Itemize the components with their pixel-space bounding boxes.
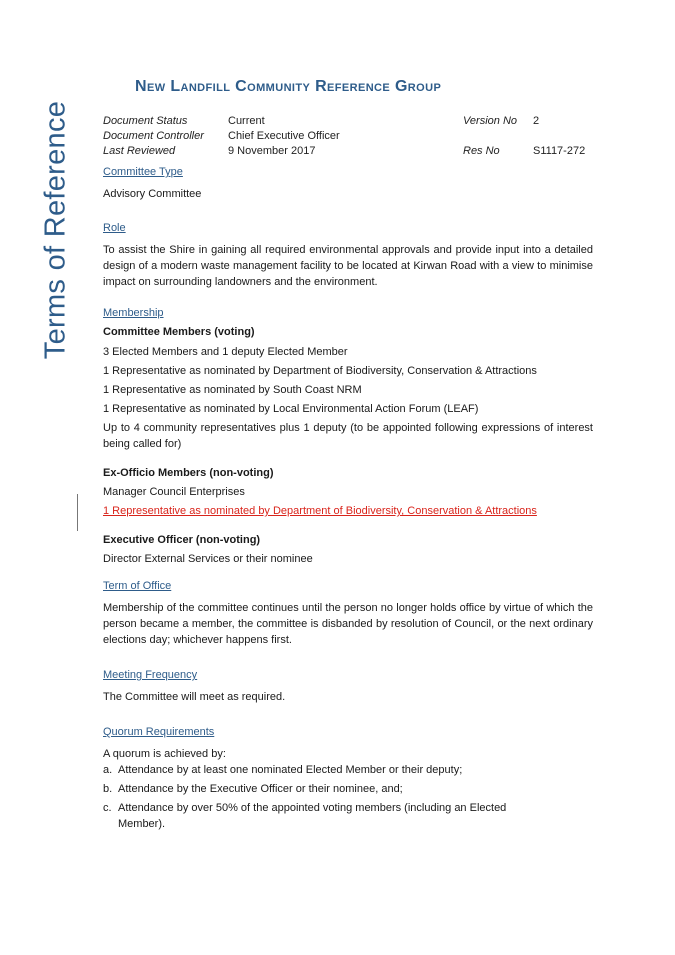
role-text: To assist the Shire in gaining all required environmental approvals and provide input into a detailed design of a modern waste management facility to be located at Kirwan Road with a view to minimise impact on surrounding landowners and the environment. (103, 244, 593, 288)
quorum-intro: A quorum is achieved by: (103, 748, 226, 760)
executive-officer-heading: Executive Officer (non-voting) (103, 534, 261, 546)
ex-officio-member-revision: 1 Representative as nominated by Department of Biodiversity, Conservation & Attractions (103, 505, 537, 517)
meta-value: 9 November 2017 (228, 145, 316, 157)
document-metadata (103, 114, 593, 159)
committee-type-heading: Committee Type (103, 166, 183, 178)
role-heading: Role (103, 222, 126, 234)
ex-officio-member: Manager Council Enterprises (103, 486, 245, 498)
committee-type-text: Advisory Committee (103, 188, 202, 200)
term-text: Membership of the committee continues until the person no longer holds office by virtue of which the person became a member, the committee is disbanded by resolution of Council, or the next ordinary elections day; whichever happens first. (103, 602, 593, 646)
meta-row (103, 114, 593, 129)
meeting-text: The Committee will meet as required. (103, 691, 286, 703)
list-item-label: a. (103, 764, 113, 776)
meta-label: Last Reviewed (103, 145, 176, 157)
list-item-label: b. (103, 783, 113, 795)
voting-member: 1 Representative as nominated by Department of Biodiversity, Conservation & Attractions (103, 365, 537, 377)
list-item-text: Attendance by the Executive Officer or their nominee, and; (118, 783, 403, 795)
voting-member: 1 Representative as nominated by South Coast NRM (103, 384, 362, 396)
voting-member: 3 Elected Members and 1 deputy Elected Member (103, 346, 348, 358)
side-title: Terms of Reference (39, 100, 72, 360)
quorum-heading: Quorum Requirements (103, 726, 215, 738)
executive-officer-text: Director External Services or their nominee (103, 553, 313, 565)
meta-value: 2 (533, 115, 540, 127)
change-bar (77, 494, 78, 531)
membership-heading: Membership (103, 307, 164, 319)
meta-label: Version No (463, 115, 518, 127)
meta-value: Chief Executive Officer (228, 130, 340, 142)
list-item-label: c. (103, 802, 112, 814)
voting-member: Up to 4 community representatives plus 1 deputy (to be appointed following expressions of interest being called for) (103, 422, 593, 450)
quorum-list (103, 762, 593, 832)
meta-value: S1117-272 (533, 145, 586, 157)
meta-label: Res No (463, 145, 500, 157)
term-heading: Term of Office (103, 580, 172, 592)
list-item-text: Attendance by over 50% of the appointed voting members (including an Elected Member). (118, 802, 507, 830)
document-body (103, 78, 593, 835)
meta-row (103, 129, 593, 144)
list-item-text: Attendance by at least one nominated Elected Member or their deputy; (118, 764, 463, 776)
voting-members-heading: Committee Members (voting) (103, 326, 255, 338)
ex-officio-heading: Ex-Officio Members (non-voting) (103, 467, 274, 479)
voting-member: 1 Representative as nominated by Local Environmental Action Forum (LEAF) (103, 403, 479, 415)
meta-value: Current (228, 115, 265, 127)
list-item (103, 762, 593, 778)
list-item (103, 800, 593, 832)
meeting-heading: Meeting Frequency (103, 669, 198, 681)
document-title: New Landfill Community Reference Group (135, 78, 442, 95)
list-item (103, 781, 593, 797)
meta-row (103, 144, 593, 159)
meta-label: Document Controller (103, 130, 204, 142)
meta-label: Document Status (103, 115, 188, 127)
